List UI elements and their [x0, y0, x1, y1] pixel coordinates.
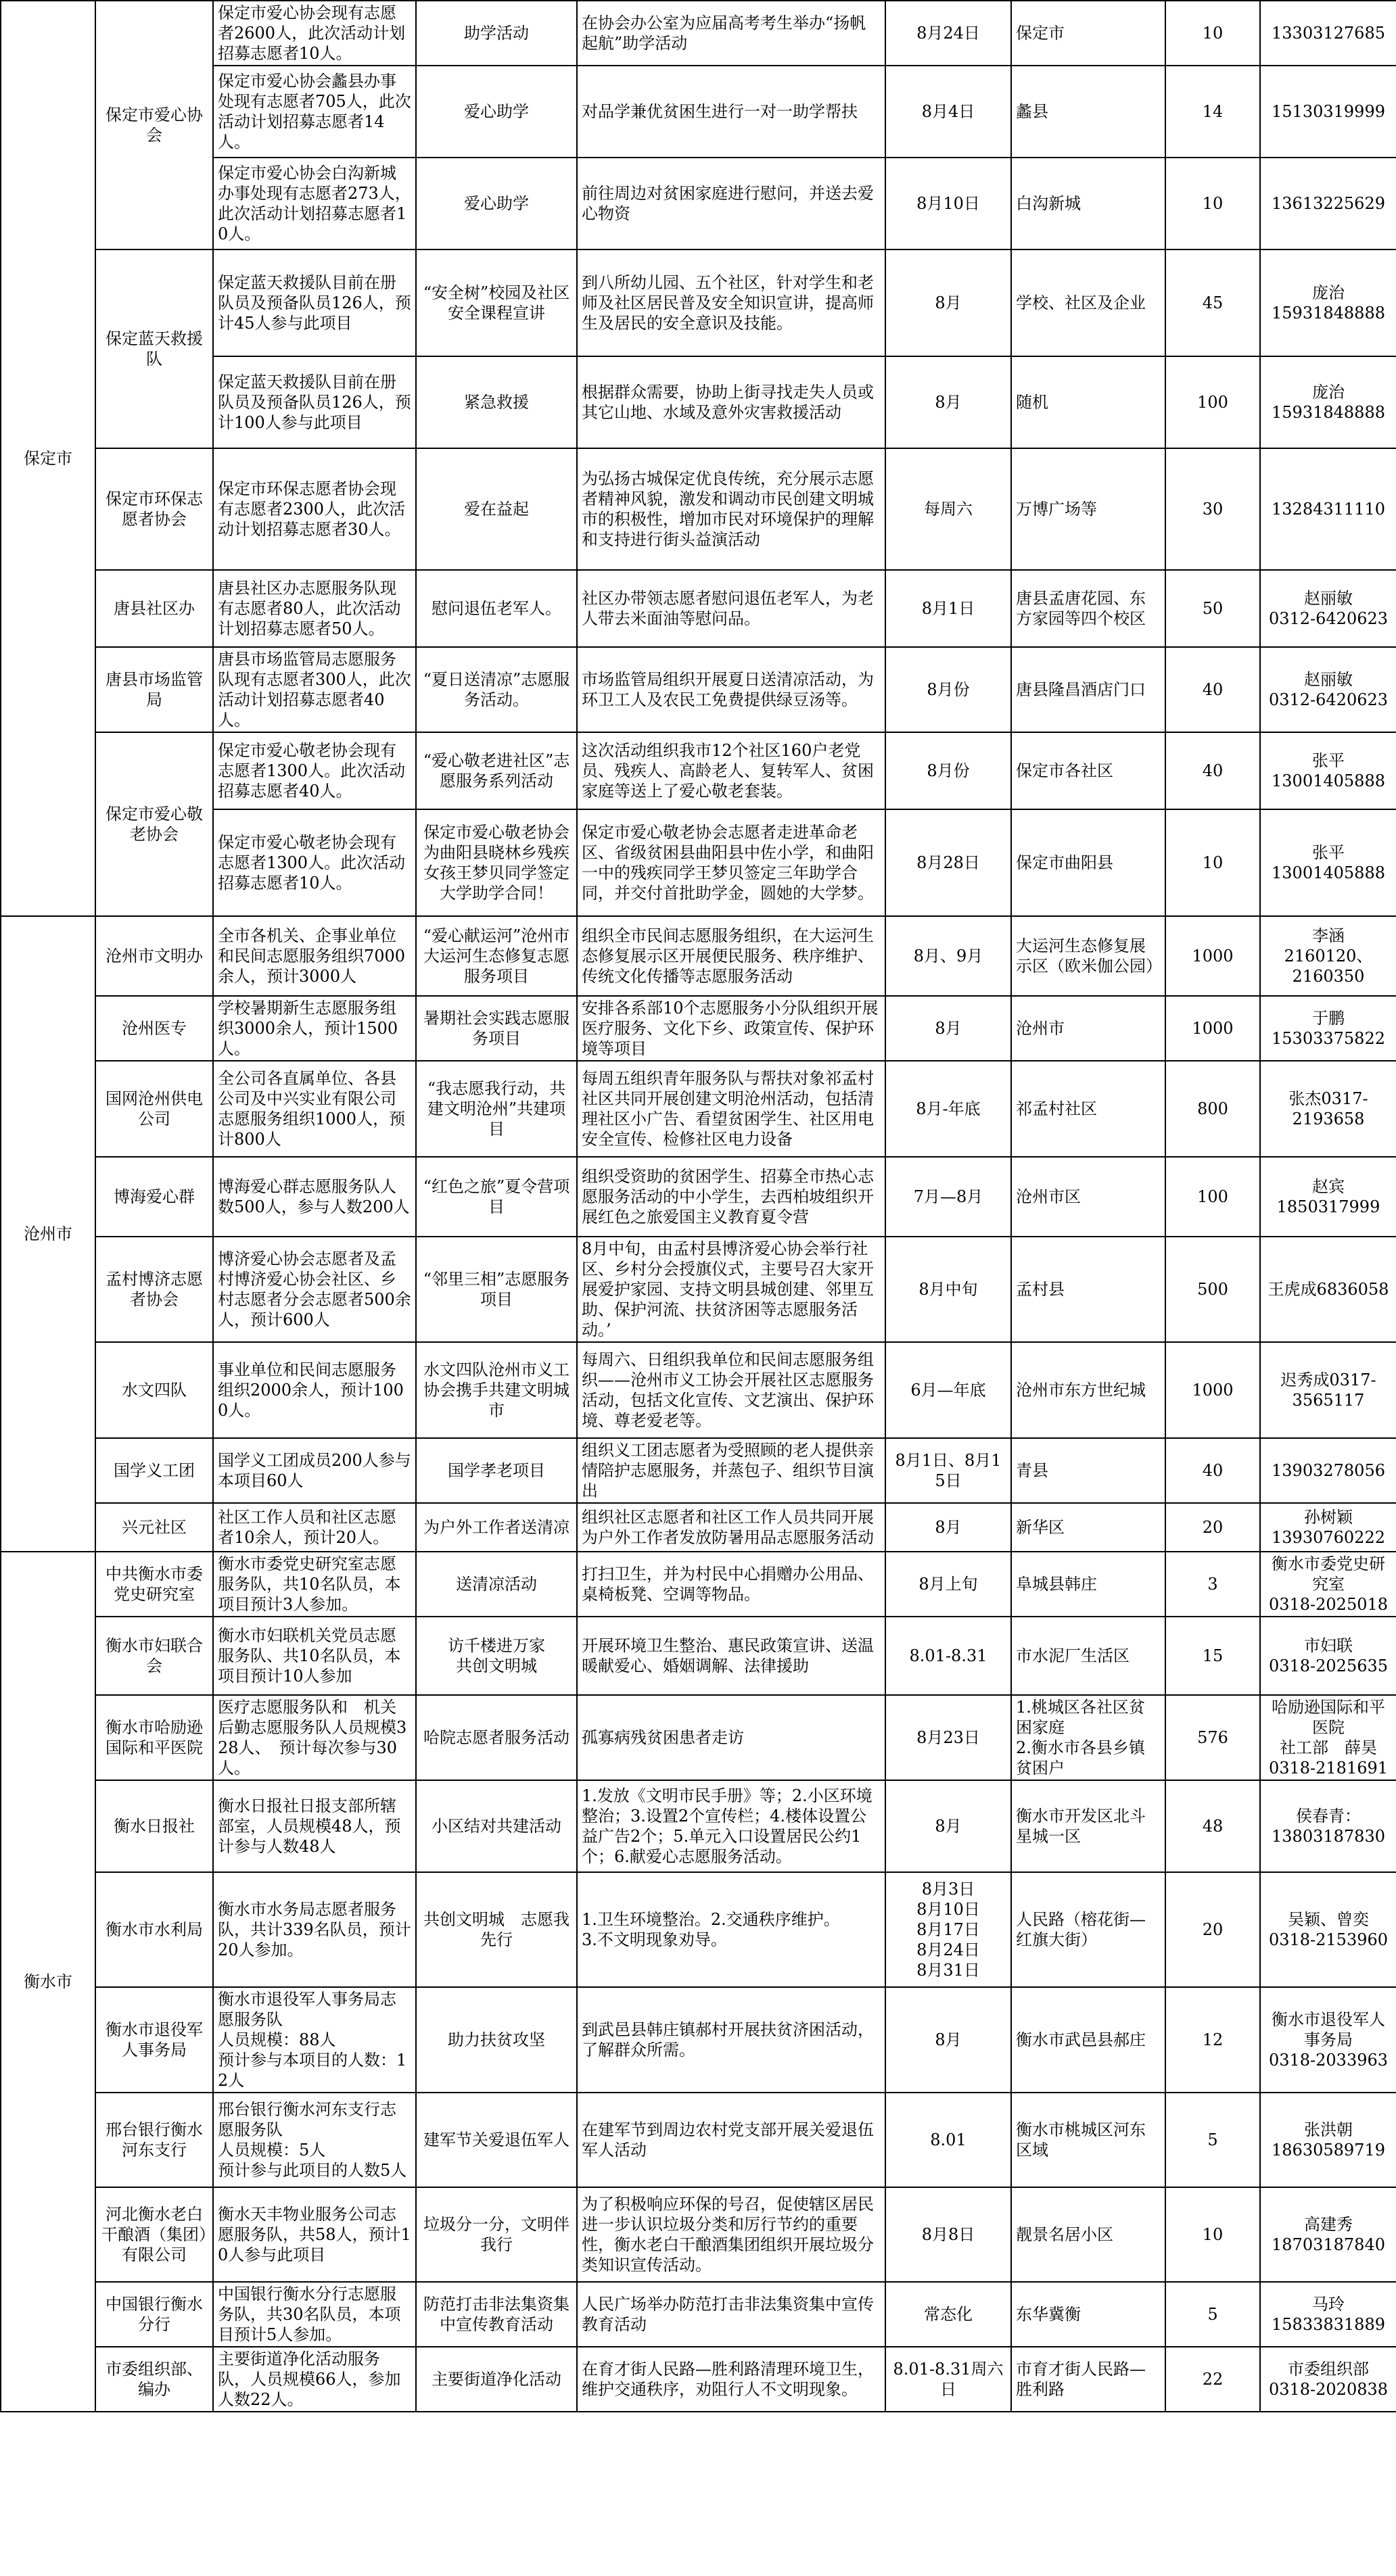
location-cell: 万博广场等 — [1011, 448, 1165, 570]
volunteer-count-cell: 10 — [1165, 1, 1260, 66]
project-cell: 爱心助学 — [416, 158, 577, 249]
table-row — [1, 1157, 1396, 1237]
time-cell: 8月1日、8月15日 — [885, 1438, 1011, 1503]
volunteer-count-cell: 20 — [1165, 1872, 1260, 1987]
contact-cell: 迟秀成0317- 3565117 — [1260, 1342, 1396, 1438]
description-cell: 保定市爱心敬老协会志愿者走进革命老区、省级贫困县曲阳县中佐小学，和曲阳一中的残疾同学王梦贝签定三年助学合同，并交付首批助学金，圆她的大学梦。 — [577, 809, 885, 916]
description-cell: 1.发放《文明市民手册》等；2.小区环境整治；3.设置2个宣传栏；4.楼体设置公益广告2个；5.单元入口设置居民公约1个；6.献爱心志愿服务活动。 — [577, 1780, 885, 1872]
recruitment-cell: 保定市爱心敬老协会现有志愿者1300人。此次活动招募志愿者40人。 — [213, 732, 416, 809]
table-row — [1, 1, 1396, 66]
contact-cell: 王虎成6836058 — [1260, 1237, 1396, 1342]
time-cell: 8.01-8.31 — [885, 1617, 1011, 1695]
table-row — [1, 570, 1396, 647]
project-cell: 为户外工作者送清凉 — [416, 1503, 577, 1552]
volunteer-count-cell: 14 — [1165, 66, 1260, 158]
table-row — [1, 2093, 1396, 2187]
contact-cell: 庞治 15931848888 — [1260, 249, 1396, 356]
contact-cell: 13613225629 — [1260, 158, 1396, 249]
recruitment-cell: 博海爱心群志愿服务队人数500人，参与人数200人 — [213, 1157, 416, 1237]
contact-cell: 马玲 15833831889 — [1260, 2282, 1396, 2347]
table-row — [1, 1342, 1396, 1438]
contact-cell: 市妇联 0318-2025635 — [1260, 1617, 1396, 1695]
time-cell: 8月24日 — [885, 1, 1011, 66]
table-row — [1, 1617, 1396, 1695]
project-cell: “红色之旅”夏令营项目 — [416, 1157, 577, 1237]
recruitment-cell: 博济爱心协会志愿者及孟村博济爱心协会社区、乡村志愿者分会志愿者500余人，预计600人 — [213, 1237, 416, 1342]
table-row — [1, 996, 1396, 1061]
description-cell: 组织受资助的贫困学生、招募全市热心志愿服务活动的中小学生，去西柏坡组织开展红色之旅爱国主义教育夏令营 — [577, 1157, 885, 1237]
project-cell: “夏日送清凉”志愿服务活动。 — [416, 647, 577, 732]
volunteer-count-cell: 5 — [1165, 2282, 1260, 2347]
time-cell: 8月 — [885, 356, 1011, 448]
location-cell: 保定市曲阳县 — [1011, 809, 1165, 916]
recruitment-cell: 保定蓝天救援队目前在册队员及预备队员126人，预计45人参与此项目 — [213, 249, 416, 356]
time-cell: 8月份 — [885, 732, 1011, 809]
volunteer-count-cell: 20 — [1165, 1503, 1260, 1552]
organization-cell: 保定市爱心敬老协会 — [95, 732, 213, 916]
recruitment-cell: 全市各机关、企事业单位和民间志愿服务组织7000余人，预计3000人 — [213, 916, 416, 996]
volunteer-count-cell: 1000 — [1165, 916, 1260, 996]
recruitment-cell: 衡水市退役军人事务局志愿服务队 人员规模：88人 预计参与本项目的人数：12人 — [213, 1987, 416, 2093]
table-row — [1, 1872, 1396, 1987]
description-cell: 8月中旬，由孟村县博济爱心协会举行社区、乡村分会授旗仪式，主要号召大家开展爱护家园、支持文明县城创建、邻里互助、保护河流、扶贫济困等志愿服务活动。’ — [577, 1237, 885, 1342]
volunteer-count-cell: 10 — [1165, 809, 1260, 916]
location-cell: 孟村县 — [1011, 1237, 1165, 1342]
project-cell: 送清凉活动 — [416, 1552, 577, 1617]
volunteer-count-cell: 50 — [1165, 570, 1260, 647]
contact-cell: 赵丽敏 0312-6420623 — [1260, 647, 1396, 732]
description-cell: 打扫卫生，并为村民中心捐赠办公用品、桌椅板凳、空调等物品。 — [577, 1552, 885, 1617]
volunteer-count-cell: 5 — [1165, 2093, 1260, 2187]
project-cell: 紧急救援 — [416, 356, 577, 448]
organization-cell: 市委组织部、编办 — [95, 2347, 213, 2412]
location-cell: 唐县孟唐花园、东方家园等四个校区 — [1011, 570, 1165, 647]
contact-cell: 市委组织部 0318-2020838 — [1260, 2347, 1396, 2412]
recruitment-cell: 保定市爱心协会现有志愿者2600人，此次活动计划招募志愿者10人。 — [213, 1, 416, 66]
city-cell: 保定市 — [1, 1, 95, 916]
contact-cell: 赵宾 1850317999 — [1260, 1157, 1396, 1237]
time-cell: 8月10日 — [885, 158, 1011, 249]
organization-cell: 中国银行衡水分行 — [95, 2282, 213, 2347]
time-cell: 8月28日 — [885, 809, 1011, 916]
organization-cell: 衡水市退役军人事务局 — [95, 1987, 213, 2093]
organization-cell: 邢台银行衡水河东支行 — [95, 2093, 213, 2187]
organization-cell: 唐县市场监管局 — [95, 647, 213, 732]
city-cell: 衡水市 — [1, 1552, 95, 2412]
project-cell: “爱心敬老进社区”志愿服务系列活动 — [416, 732, 577, 809]
time-cell: 8月8日 — [885, 2187, 1011, 2282]
location-cell: 保定市 — [1011, 1, 1165, 66]
table-row — [1, 1780, 1396, 1872]
volunteer-count-cell: 10 — [1165, 2187, 1260, 2282]
description-cell: 组织社区志愿者和社区工作人员共同开展为户外工作者发放防暑用品志愿服务活动 — [577, 1503, 885, 1552]
time-cell: 8月 — [885, 249, 1011, 356]
organization-cell: 中共衡水市委党史研究室 — [95, 1552, 213, 1617]
location-cell: 沧州市区 — [1011, 1157, 1165, 1237]
table-row — [1, 249, 1396, 356]
description-cell: 为了积极响应环保的号召，促使辖区居民进一步认识垃圾分类和厉行节约的重要性，衡水老白干酿酒集团组织开展垃圾分类知识宣传活动。 — [577, 2187, 885, 2282]
table-row — [1, 1237, 1396, 1342]
description-cell: 到武邑县韩庄镇郝村开展扶贫济困活动，了解群众所需。 — [577, 1987, 885, 2093]
recruitment-cell: 保定市爱心协会白沟新城办事处现有志愿者273人，此次活动计划招募志愿者10人。 — [213, 158, 416, 249]
contact-cell: 李涵 2160120、 2160350 — [1260, 916, 1396, 996]
recruitment-cell: 事业单位和民间志愿服务组织2000余人，预计1000人。 — [213, 1342, 416, 1438]
location-cell: 东华冀衡 — [1011, 2282, 1165, 2347]
location-cell: 衡水市桃城区河东区域 — [1011, 2093, 1165, 2187]
organization-cell: 河北衡水老白干酿酒（集团）有限公司 — [95, 2187, 213, 2282]
time-cell: 7月—8月 — [885, 1157, 1011, 1237]
location-cell: 靓景名居小区 — [1011, 2187, 1165, 2282]
contact-cell: 衡水市委党史研究室 0318-2025018 — [1260, 1552, 1396, 1617]
description-cell: 每周六、日组织我单位和民间志愿服务组织——沧州市义工协会开展社区志愿服务活动，包括文化宣传、文艺演出、保护环境、尊老爱老等。 — [577, 1342, 885, 1438]
volunteer-count-cell: 1000 — [1165, 1342, 1260, 1438]
time-cell: 8月 — [885, 1503, 1011, 1552]
table-body — [1, 1, 1396, 2412]
recruitment-cell: 保定市环保志愿者协会现有志愿者2300人，此次活动计划招募志愿者30人。 — [213, 448, 416, 570]
description-cell: 1.卫生环境整治。2.交通秩序维护。 3.不文明现象劝导。 — [577, 1872, 885, 1987]
contact-cell: 15130319999 — [1260, 66, 1396, 158]
table-row — [1, 1987, 1396, 2093]
description-cell: 组织义工团志愿者为受照顾的老人提供亲情陪护志愿服务，并蒸包子、组织节目演出 — [577, 1438, 885, 1503]
project-cell: 国学孝老项目 — [416, 1438, 577, 1503]
organization-cell: 衡水市妇联合会 — [95, 1617, 213, 1695]
project-cell: 慰问退伍老军人。 — [416, 570, 577, 647]
time-cell: 8月份 — [885, 647, 1011, 732]
recruitment-cell: 衡水日报社日报支部所辖部室，人员规模48人，预计参与人数48人 — [213, 1780, 416, 1872]
volunteer-count-cell: 100 — [1165, 1157, 1260, 1237]
project-cell: 建军节关爱退伍军人 — [416, 2093, 577, 2187]
contact-cell: 13903278056 — [1260, 1438, 1396, 1503]
location-cell: 祁孟村社区 — [1011, 1061, 1165, 1157]
location-cell: 1.桃城区各社区贫困家庭 2.衡水市各县乡镇贫困户 — [1011, 1695, 1165, 1780]
time-cell: 8月4日 — [885, 66, 1011, 158]
contact-cell: 于鹏 15303375822 — [1260, 996, 1396, 1061]
recruitment-cell: 衡水天丰物业服务公司志愿服务队，共58人，预计10人参与此项目 — [213, 2187, 416, 2282]
project-cell: 爱在益起 — [416, 448, 577, 570]
recruitment-cell: 衡水市水务局志愿者服务队，共计339名队员，预计20人参加。 — [213, 1872, 416, 1987]
organization-cell: 保定市爱心协会 — [95, 1, 213, 249]
table-row — [1, 647, 1396, 732]
table-row — [1, 2282, 1396, 2347]
volunteer-count-cell: 40 — [1165, 647, 1260, 732]
description-cell: 每周五组织青年服务队与帮扶对象祁孟村社区共同开展创建文明沧州活动，包括清理社区小广告、看望贫困学生、社区用电安全宣传、检修社区电力设备 — [577, 1061, 885, 1157]
volunteer-count-cell: 40 — [1165, 1438, 1260, 1503]
description-cell: 到八所幼儿园、五个社区，针对学生和老师及社区居民普及安全知识宣讲，提高师生及居民的安全意识及技能。 — [577, 249, 885, 356]
recruitment-cell: 保定蓝天救援队目前在册队员及预备队员126人，预计100人参与此项目 — [213, 356, 416, 448]
volunteer-count-cell: 30 — [1165, 448, 1260, 570]
volunteer-count-cell: 48 — [1165, 1780, 1260, 1872]
organization-cell: 水文四队 — [95, 1342, 213, 1438]
project-cell: 防范打击非法集资集中宣传教育活动 — [416, 2282, 577, 2347]
description-cell: 安排各系部10个志愿服务小分队组织开展医疗服务、文化下乡、政策宣传、保护环境等项目 — [577, 996, 885, 1061]
organization-cell: 衡水市水利局 — [95, 1872, 213, 1987]
recruitment-cell: 保定市爱心协会蠡县办事处现有志愿者705人，此次活动计划招募志愿者14人。 — [213, 66, 416, 158]
volunteer-count-cell: 576 — [1165, 1695, 1260, 1780]
organization-cell: 衡水日报社 — [95, 1780, 213, 1872]
location-cell: 保定市各社区 — [1011, 732, 1165, 809]
table-row — [1, 1438, 1396, 1503]
contact-cell: 张平 13001405888 — [1260, 732, 1396, 809]
location-cell: 大运河生态修复展示区（欧米伽公园） — [1011, 916, 1165, 996]
time-cell: 6月—年底 — [885, 1342, 1011, 1438]
recruitment-cell: 社区工作人员和社区志愿者10余人，预计20人。 — [213, 1503, 416, 1552]
volunteer-count-cell: 500 — [1165, 1237, 1260, 1342]
volunteer-count-cell: 1000 — [1165, 996, 1260, 1061]
contact-cell: 张杰0317- 2193658 — [1260, 1061, 1396, 1157]
project-cell: “爱心献运河”沧州市大运河生态修复志愿服务项目 — [416, 916, 577, 996]
contact-cell: 庞治 15931848888 — [1260, 356, 1396, 448]
project-cell: 小区结对共建活动 — [416, 1780, 577, 1872]
recruitment-cell: 唐县社区办志愿服务队现有志愿者80人，此次活动计划招募志愿者50人。 — [213, 570, 416, 647]
time-cell: 8月中旬 — [885, 1237, 1011, 1342]
location-cell: 衡水市武邑县郝庄 — [1011, 1987, 1165, 2093]
recruitment-cell: 保定市爱心敬老协会现有志愿者1300人。此次活动招募志愿者10人。 — [213, 809, 416, 916]
recruitment-cell: 邢台银行衡水河东支行志愿服务队 人员规模：5人 预计参与此项目的人数5人 — [213, 2093, 416, 2187]
time-cell: 8月、9月 — [885, 916, 1011, 996]
project-cell: 保定市爱心敬老协会为曲阳县晓林乡残疾女孩王梦贝同学签定大学助学合同！ — [416, 809, 577, 916]
organization-cell: 沧州医专 — [95, 996, 213, 1061]
time-cell: 8月 — [885, 1987, 1011, 2093]
table-row — [1, 1503, 1396, 1552]
description-cell: 孤寡病残贫困患者走访 — [577, 1695, 885, 1780]
table-row — [1, 2347, 1396, 2412]
contact-cell: 哈励逊国际和平医院 社工部 薛昊 0318-2181691 — [1260, 1695, 1396, 1780]
volunteer-count-cell: 3 — [1165, 1552, 1260, 1617]
contact-cell: 孙树颖 13930760222 — [1260, 1503, 1396, 1552]
description-cell: 市场监管局组织开展夏日送清凉活动，为环卫工人及农民工免费提供绿豆汤等。 — [577, 647, 885, 732]
location-cell: 人民路（榕花街—红旗大街） — [1011, 1872, 1165, 1987]
project-cell: 助力扶贫攻坚 — [416, 1987, 577, 2093]
project-cell: “邻里三相”志愿服务项目 — [416, 1237, 577, 1342]
organization-cell: 兴元社区 — [95, 1503, 213, 1552]
organization-cell: 衡水市哈励逊国际和平医院 — [95, 1695, 213, 1780]
project-cell: 暑期社会实践志愿服务项目 — [416, 996, 577, 1061]
time-cell: 8月-年底 — [885, 1061, 1011, 1157]
location-cell: 随机 — [1011, 356, 1165, 448]
description-cell: 前往周边对贫困家庭进行慰问，并送去爱心物资 — [577, 158, 885, 249]
organization-cell: 唐县社区办 — [95, 570, 213, 647]
time-cell: 8月23日 — [885, 1695, 1011, 1780]
project-cell: 共创文明城 志愿我先行 — [416, 1872, 577, 1987]
table-row — [1, 1552, 1396, 1617]
time-cell: 8月 — [885, 996, 1011, 1061]
organization-cell: 博海爱心群 — [95, 1157, 213, 1237]
description-cell: 在建军节到周边农村党支部开展关爱退伍军人活动 — [577, 2093, 885, 2187]
contact-cell: 衡水市退役军人事务局 0318-2033963 — [1260, 1987, 1396, 2093]
description-cell: 为弘扬古城保定优良传统，充分展示志愿者精神风貌，激发和调动市民创建文明城市的积极性，增加市民对环境保护的理解和支持进行街头益演活动 — [577, 448, 885, 570]
table-row — [1, 916, 1396, 996]
volunteer-count-cell: 15 — [1165, 1617, 1260, 1695]
volunteer-count-cell: 10 — [1165, 158, 1260, 249]
organization-cell: 保定市环保志愿者协会 — [95, 448, 213, 570]
description-cell: 开展环境卫生整治、惠民政策宣讲、送温暖献爱心、婚姻调解、法律援助 — [577, 1617, 885, 1695]
project-cell: “安全树”校园及社区安全课程宣讲 — [416, 249, 577, 356]
project-cell: 水文四队沧州市义工协会携手共建文明城市 — [416, 1342, 577, 1438]
time-cell: 8月1日 — [885, 570, 1011, 647]
location-cell: 青县 — [1011, 1438, 1165, 1503]
time-cell: 8.01 — [885, 2093, 1011, 2187]
table-row — [1, 2187, 1396, 2282]
description-cell: 对品学兼优贫困生进行一对一助学帮扶 — [577, 66, 885, 158]
time-cell: 8月上旬 — [885, 1552, 1011, 1617]
recruitment-cell: 全公司各直属单位、各县公司及中兴实业有限公司志愿服务组织1000人，预计800人 — [213, 1061, 416, 1157]
table-row — [1, 448, 1396, 570]
recruitment-cell: 国学义工团成员200人参与本项目60人 — [213, 1438, 416, 1503]
location-cell: 市水泥厂生活区 — [1011, 1617, 1165, 1695]
recruitment-cell: 中国银行衡水分行志愿服务队，共30名队员，本项目预计5人参加。 — [213, 2282, 416, 2347]
table-row — [1, 732, 1396, 809]
location-cell: 新华区 — [1011, 1503, 1165, 1552]
contact-cell: 13284311110 — [1260, 448, 1396, 570]
volunteer-count-cell: 800 — [1165, 1061, 1260, 1157]
contact-cell: 吴颖、曾奕 0318-2153960 — [1260, 1872, 1396, 1987]
location-cell: 白沟新城 — [1011, 158, 1165, 249]
volunteer-count-cell: 100 — [1165, 356, 1260, 448]
contact-cell: 张平 13001405888 — [1260, 809, 1396, 916]
organization-cell: 沧州市文明办 — [95, 916, 213, 996]
description-cell: 在协会办公室为应届高考考生举办“扬帆起航”助学活动 — [577, 1, 885, 66]
time-cell: 8月 — [885, 1780, 1011, 1872]
location-cell: 蠡县 — [1011, 66, 1165, 158]
description-cell: 社区办带领志愿者慰问退伍老军人，为老人带去米面油等慰问品。 — [577, 570, 885, 647]
description-cell: 组织全市民间志愿服务组织，在大运河生态修复展示区开展便民服务、秩序维护、传统文化传播等志愿服务活动 — [577, 916, 885, 996]
location-cell: 学校、社区及企业 — [1011, 249, 1165, 356]
city-cell: 沧州市 — [1, 916, 95, 1552]
recruitment-cell: 主要街道净化活动服务队，人员规模66人，参加人数22人。 — [213, 2347, 416, 2412]
volunteer-count-cell: 45 — [1165, 249, 1260, 356]
description-cell: 人民广场举办防范打击非法集资集中宣传教育活动 — [577, 2282, 885, 2347]
recruitment-cell: 医疗志愿服务队和 机关后勤志愿服务队人员规模328人、 预计每次参与30人。 — [213, 1695, 416, 1780]
project-cell: 爱心助学 — [416, 66, 577, 158]
location-cell: 阜城县韩庄 — [1011, 1552, 1165, 1617]
project-cell: 哈院志愿者服务活动 — [416, 1695, 577, 1780]
recruitment-cell: 衡水市委党史研究室志愿服务队，共10名队员，本项目预计3人参加。 — [213, 1552, 416, 1617]
project-cell: “我志愿我行动，共建文明沧州”共建项目 — [416, 1061, 577, 1157]
description-cell: 在育才街人民路—胜利路清理环境卫生，维护交通秩序，劝阻行人不文明现象。 — [577, 2347, 885, 2412]
time-cell: 8月3日 8月10日 8月17日 8月24日 8月31日 — [885, 1872, 1011, 1987]
description-cell: 根据群众需要，协助上街寻找走失人员或其它山地、水域及意外灾害救援活动 — [577, 356, 885, 448]
contact-cell: 高建秀 18703187840 — [1260, 2187, 1396, 2282]
table-row — [1, 1695, 1396, 1780]
contact-cell: 侯春青： 13803187830 — [1260, 1780, 1396, 1872]
location-cell: 沧州市 — [1011, 996, 1165, 1061]
volunteer-count-cell: 40 — [1165, 732, 1260, 809]
time-cell: 每周六 — [885, 448, 1011, 570]
contact-cell: 赵丽敏 0312-6420623 — [1260, 570, 1396, 647]
organization-cell: 国网沧州供电公司 — [95, 1061, 213, 1157]
table-row — [1, 1061, 1396, 1157]
project-cell: 助学活动 — [416, 1, 577, 66]
contact-cell: 张洪朝 18630589719 — [1260, 2093, 1396, 2187]
project-cell: 主要街道净化活动 — [416, 2347, 577, 2412]
contact-cell: 13303127685 — [1260, 1, 1396, 66]
location-cell: 市育才街人民路—胜利路 — [1011, 2347, 1165, 2412]
recruitment-cell: 学校暑期新生志愿服务组织3000余人，预计1500人。 — [213, 996, 416, 1061]
description-cell: 这次活动组织我市12个社区160户老党员、残疾人、高龄老人、复转军人、贫困家庭等送上了爱心敬老套装。 — [577, 732, 885, 809]
recruitment-cell: 唐县市场监管局志愿服务队现有志愿者300人，此次活动计划招募志愿者40人。 — [213, 647, 416, 732]
project-cell: 访千楼进万家 共创文明城 — [416, 1617, 577, 1695]
location-cell: 沧州市东方世纪城 — [1011, 1342, 1165, 1438]
organization-cell: 孟村博济志愿者协会 — [95, 1237, 213, 1342]
time-cell: 常态化 — [885, 2282, 1011, 2347]
organization-cell: 保定蓝天救援队 — [95, 249, 213, 448]
location-cell: 唐县隆昌酒店门口 — [1011, 647, 1165, 732]
organization-cell: 国学义工团 — [95, 1438, 213, 1503]
recruitment-cell: 衡水市妇联机关党员志愿服务队、共10名队员，本项目预计10人参加 — [213, 1617, 416, 1695]
volunteer-count-cell: 12 — [1165, 1987, 1260, 2093]
time-cell: 8.01-8.31周六日 — [885, 2347, 1011, 2412]
project-cell: 垃圾分一分，文明伴我行 — [416, 2187, 577, 2282]
location-cell: 衡水市开发区北斗星城一区 — [1011, 1780, 1165, 1872]
volunteer-count-cell: 22 — [1165, 2347, 1260, 2412]
